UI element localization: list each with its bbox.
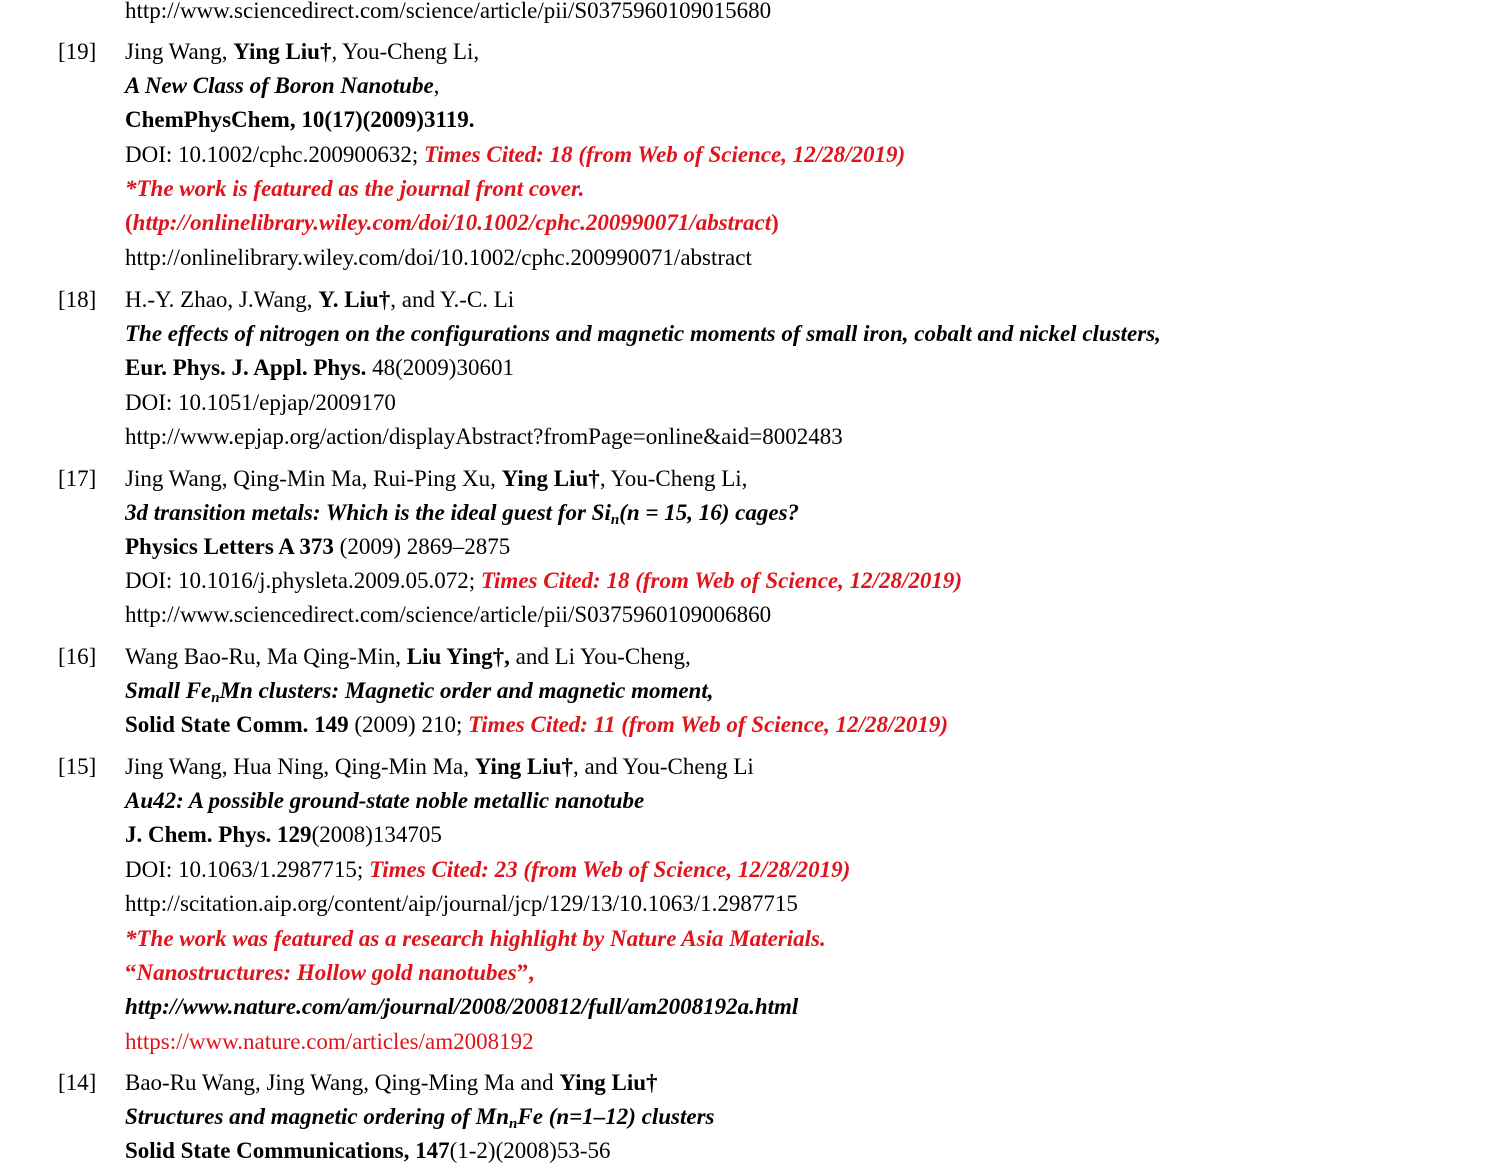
ref-number: [15] xyxy=(58,754,97,779)
journal-volume: (2008)134705 xyxy=(311,822,442,847)
authors-text: and Li You-Cheng, xyxy=(509,644,691,669)
title-subscript: n xyxy=(509,1116,518,1132)
prev-ref-url[interactable]: http://www.sciencedirect.com/science/article/pii/S0375960109015680 xyxy=(125,0,772,23)
title-text: Mn clusters: Magnetic order and magnetic moment, xyxy=(219,678,714,703)
authors-text: Jing Wang, Qing-Min Ma, Rui-Ping Xu, xyxy=(125,466,502,491)
ref-authors xyxy=(125,37,479,67)
times-cited: Times Cited: 11 (from Web of Science, 12/28/2019) xyxy=(468,712,949,737)
ref-doi-line xyxy=(125,566,962,596)
ref-authors xyxy=(125,285,514,315)
authors-text: H.-Y. Zhao, J.Wang, xyxy=(125,287,319,312)
ref-authors xyxy=(125,464,747,494)
title-text: 3d transition metals: Which is the ideal guest for Si xyxy=(125,500,611,525)
punctuation: “ xyxy=(125,960,137,985)
ref-journal xyxy=(125,710,948,740)
ref-journal xyxy=(125,353,514,383)
cover-link[interactable]: http://onlinelibrary.wiley.com/doi/10.1002/cphc.200990071/abstract xyxy=(132,210,772,235)
authors-text: Wang Bao-Ru, Ma Qing-Min, xyxy=(125,644,407,669)
punctuation: ”, xyxy=(516,960,534,985)
ref-doi-line xyxy=(125,140,905,170)
ref-title xyxy=(125,71,439,101)
ref-number: [19] xyxy=(58,39,97,64)
ref-number: [18] xyxy=(58,287,97,312)
punctuation: ) xyxy=(771,210,779,235)
corresponding-author: Ying Liu† xyxy=(233,39,332,64)
times-cited: Times Cited: 18 (from Web of Science, 12/28/2019) xyxy=(480,568,963,593)
ref-number: [14] xyxy=(58,1070,97,1095)
ref-note-link-line xyxy=(125,208,779,238)
ref-journal xyxy=(125,820,442,850)
ref-authors xyxy=(125,642,691,672)
corresponding-author: Ying Liu† xyxy=(501,466,600,491)
ref-highlight-title xyxy=(125,958,534,988)
ref-title xyxy=(125,1102,715,1132)
authors-text: , You-Cheng Li, xyxy=(331,39,480,64)
ref-title: Au42: A possible ground-state noble metallic nanotube xyxy=(125,788,645,813)
journal-volume: 48(2009)30601 xyxy=(366,355,514,380)
corresponding-author: Ying Liu† xyxy=(559,1070,658,1095)
journal-name: Solid State Communications, 147 xyxy=(125,1138,450,1163)
authors-text: Jing Wang, xyxy=(125,39,234,64)
corresponding-author: Liu Ying†, xyxy=(406,644,510,669)
ref-authors xyxy=(125,752,754,782)
ref-doi-line: DOI: 10.1051/epjap/2009170 xyxy=(125,390,396,415)
journal-volume: (2009) 2869–2875 xyxy=(333,534,511,559)
corresponding-author: Y. Liu† xyxy=(318,287,391,312)
ref-title xyxy=(125,676,714,706)
title-text: A New Class of Boron Nanotube xyxy=(125,73,434,98)
highlight-title: Nanostructures: Hollow gold nanotubes xyxy=(136,960,517,985)
ref-journal xyxy=(125,1136,611,1166)
title-text: (n = 15, 16) cages? xyxy=(619,500,800,525)
journal-name: Solid State Comm. 149 xyxy=(125,712,349,737)
times-cited: Times Cited: 23 (from Web of Science, 12/28/2019) xyxy=(369,857,851,882)
title-text: Structures and magnetic ordering of Mn xyxy=(125,1104,510,1129)
doi-text: DOI: 10.1002/cphc.200900632; xyxy=(125,142,424,167)
ref-title: The effects of nitrogen on the configurations and magnetic moments of small iron, cobalt and nickel clusters, xyxy=(125,321,1161,346)
ref-doi-line xyxy=(125,855,850,885)
ref-number: [16] xyxy=(58,644,97,669)
journal-volume: (2009) 210; xyxy=(348,712,469,737)
authors-text: Jing Wang, Hua Ning, Qing-Min Ma, xyxy=(125,754,475,779)
ref-note: *The work is featured as the journal front cover. xyxy=(125,176,585,201)
doi-text: DOI: 10.1016/j.physleta.2009.05.072; xyxy=(125,568,481,593)
ref-number: [17] xyxy=(58,466,97,491)
journal-volume: (1-2)(2008)53-56 xyxy=(449,1138,611,1163)
doi-text: DOI: 10.1063/1.2987715; xyxy=(125,857,370,882)
ref-title xyxy=(125,498,799,528)
title-subscript: n xyxy=(610,512,620,528)
title-text: Small Fe xyxy=(125,678,212,703)
journal-name: Physics Letters A 373 xyxy=(125,534,334,559)
title-text: Fe (n=1–12) clusters xyxy=(517,1104,715,1129)
journal-name: J. Chem. Phys. 129 xyxy=(125,822,312,847)
ref-url[interactable]: http://www.sciencedirect.com/science/article/pii/S0375960109006860 xyxy=(125,602,772,627)
ref-journal xyxy=(125,532,510,562)
ref-nature-link[interactable]: https://www.nature.com/articles/am2008192 xyxy=(125,1029,534,1054)
ref-url[interactable]: http://scitation.aip.org/content/aip/journal/jcp/129/13/10.1063/1.2987715 xyxy=(125,891,798,916)
title-subscript: n xyxy=(211,690,220,706)
punctuation: , xyxy=(433,73,440,98)
ref-authors xyxy=(125,1068,658,1098)
times-cited: Times Cited: 18 (from Web of Science, 12/28/2019) xyxy=(423,142,906,167)
ref-url[interactable]: http://onlinelibrary.wiley.com/doi/10.1002/cphc.200990071/abstract xyxy=(125,245,752,270)
ref-note: *The work was featured as a research highlight by Nature Asia Materials. xyxy=(125,926,826,951)
ref-journal: ChemPhysChem, 10(17)(2009)3119. xyxy=(125,107,475,132)
ref-url[interactable]: http://www.epjap.org/action/displayAbstract?fromPage=online&aid=8002483 xyxy=(125,424,843,449)
authors-text: , and Y.-C. Li xyxy=(390,287,515,312)
authors-text: , and You-Cheng Li xyxy=(572,754,754,779)
authors-text: Bao-Ru Wang, Jing Wang, Qing-Ming Ma and xyxy=(125,1070,560,1095)
punctuation: ( xyxy=(125,210,133,235)
ref-nature-url[interactable]: http://www.nature.com/am/journal/2008/200812/full/am2008192a.html xyxy=(125,994,799,1019)
authors-text: , You-Cheng Li, xyxy=(599,466,748,491)
corresponding-author: Ying Liu† xyxy=(474,754,573,779)
journal-name: Eur. Phys. J. Appl. Phys. xyxy=(125,355,367,380)
